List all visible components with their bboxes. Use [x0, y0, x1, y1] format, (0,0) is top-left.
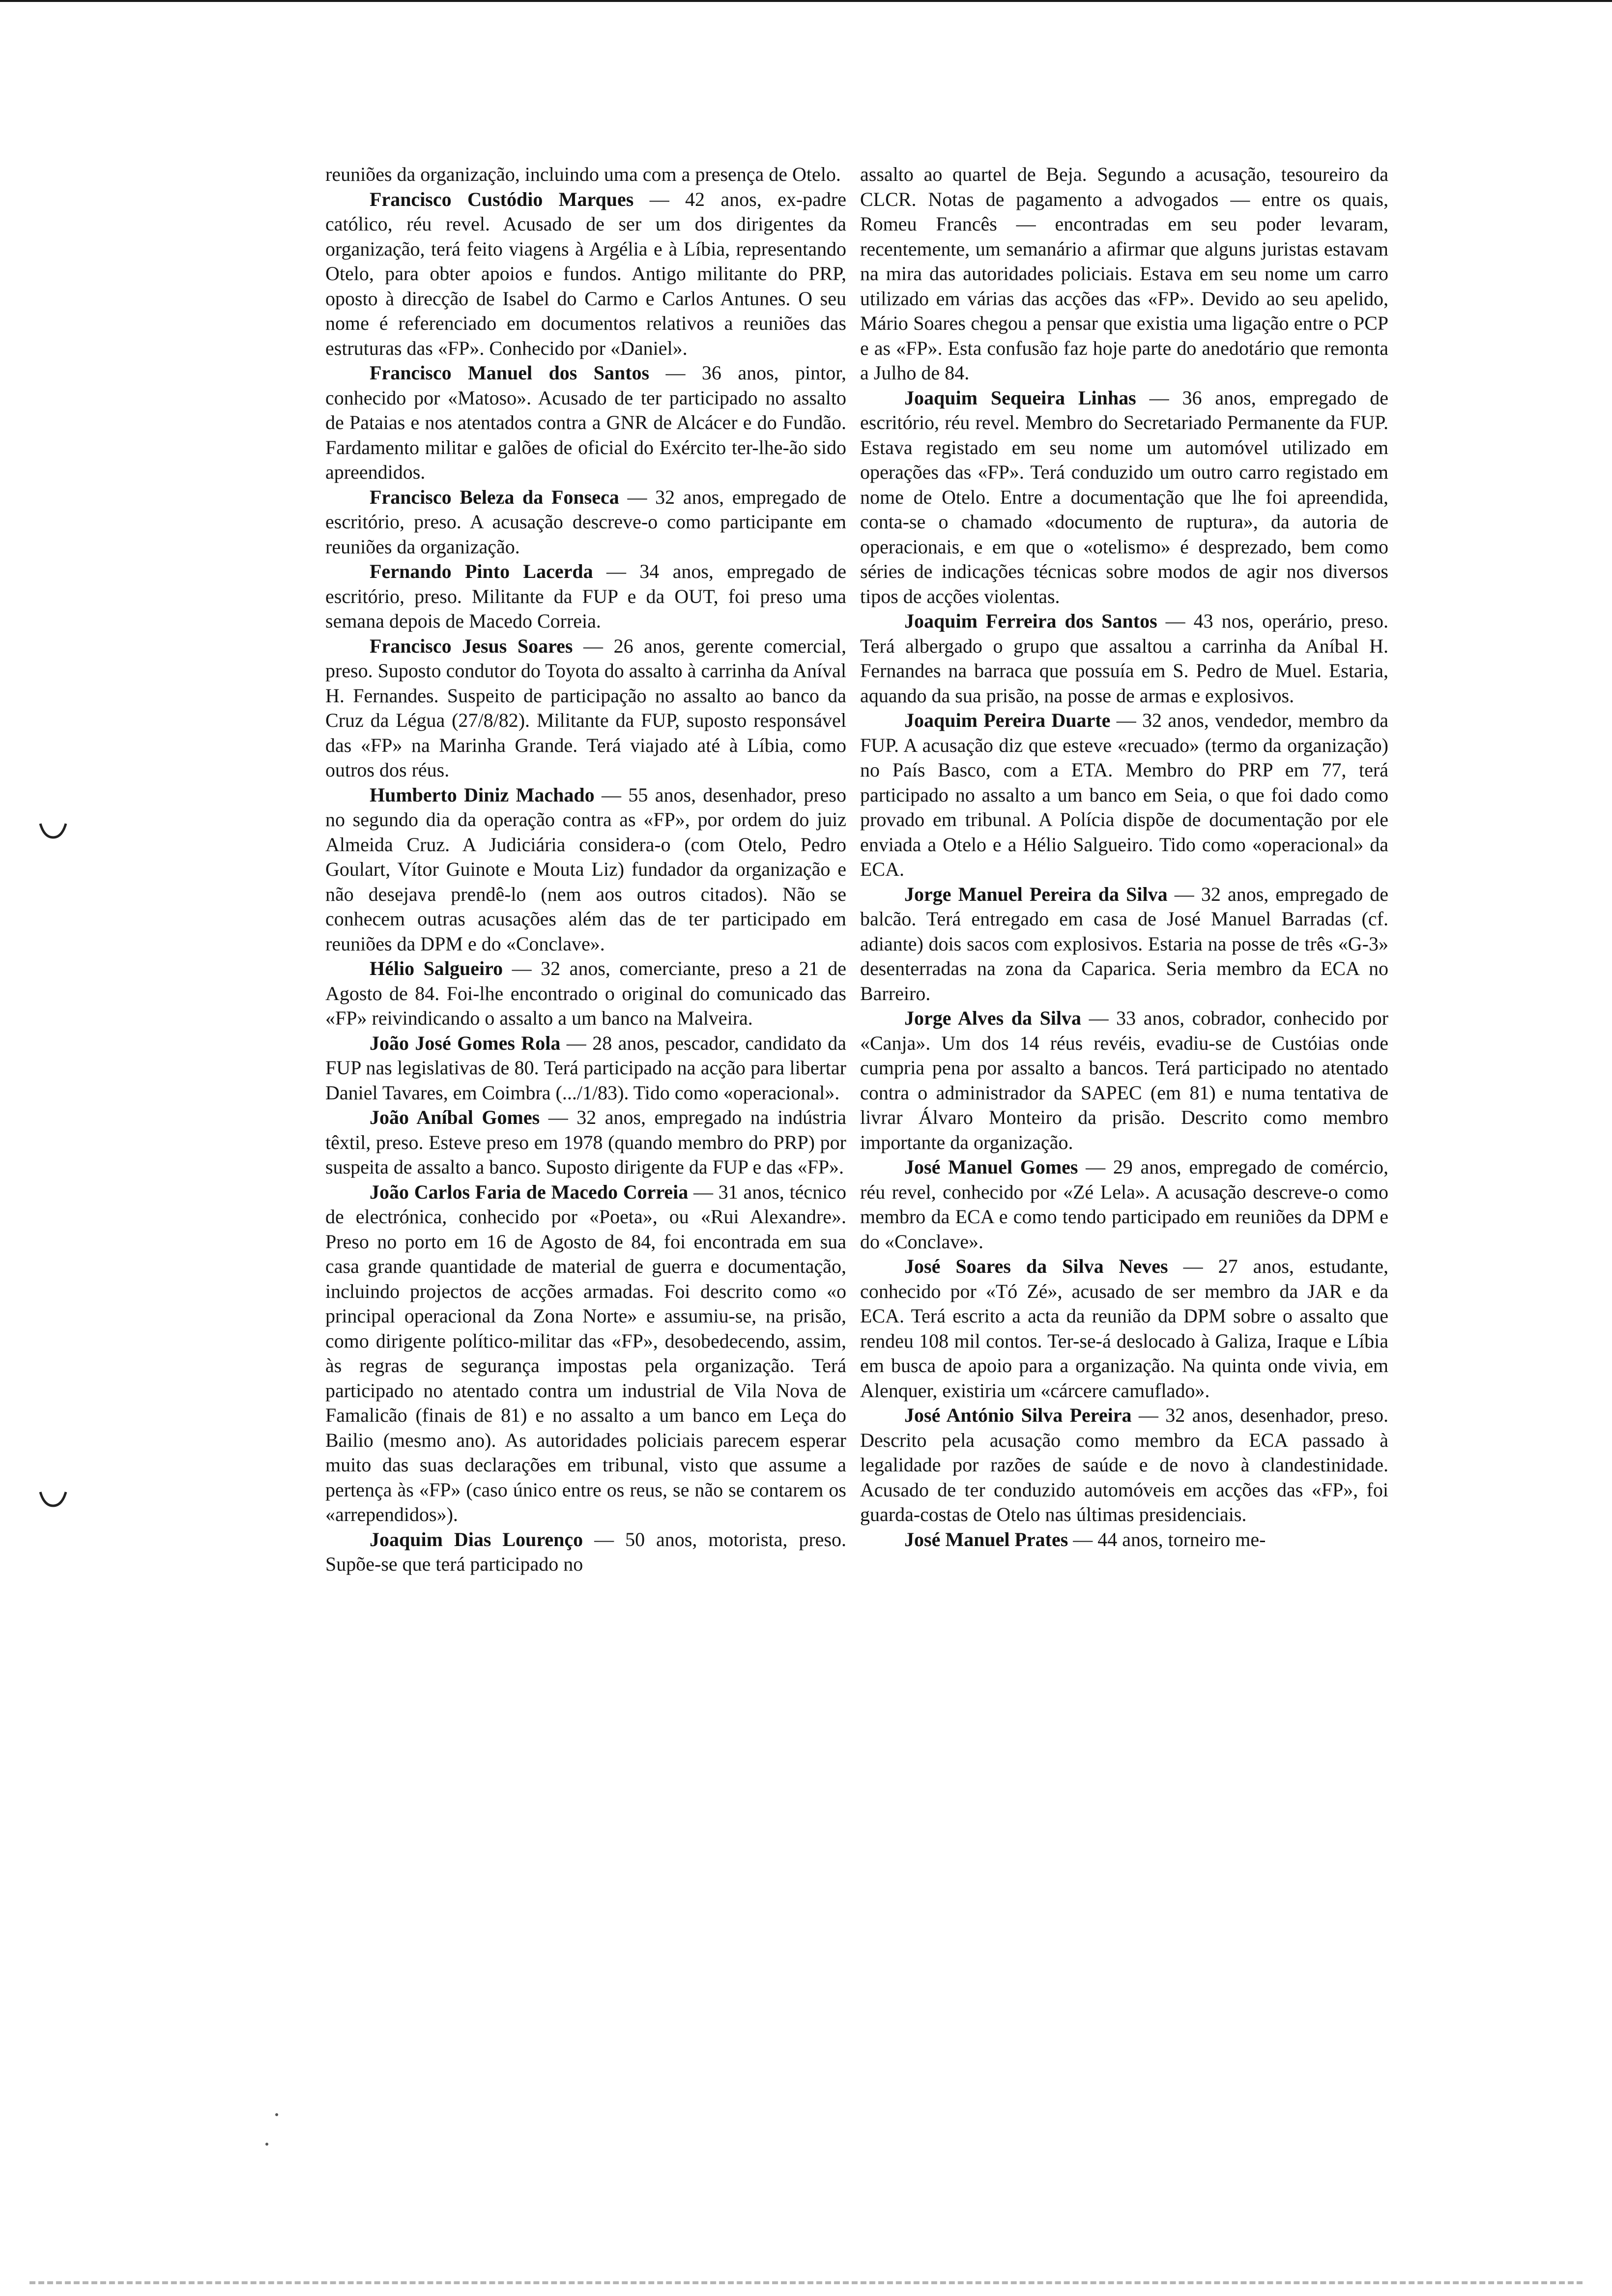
entry-name: Francisco Beleza da Fonseca — [370, 486, 619, 508]
right-text-column — [860, 162, 1388, 1552]
entry-name: Humberto Diniz Machado — [370, 783, 595, 806]
entry-text: — 32 anos, empregado de balcão. Terá entregado em casa de José Manuel Barradas (cf. adiante) dois sacos com explosivos. Estaria na posse de três «G-3» desenterradas na zona da Caparica. Seria membro da ECA no Barreiro. — [860, 883, 1388, 1004]
entry-text: — 33 anos, cobrador, conhecido por «Canja». Um dos 14 réus revéis, evadiu-se de Custóias onde cumpria pena por assalto a bancos. Terá participado no atentado contra o administrador da SAPEC (em 81) e numa tentativa de livrar Álvaro Monteiro da prisão. Descrito como membro importante da organização. — [860, 1007, 1389, 1153]
scan-speck — [275, 2113, 278, 2116]
entry-text: — 36 anos, empregado de escritório, réu revel. Membro do Secretariado Permanente da FUP. Estava registado em seu nome um automóvel utilizado em operações das «FP». Terá conduzido um outro carro registado em nome de Otelo. Entre a documentação que lhe foi apreendida, conta-se o chamado «documento de ruptura», da autoria de operacionais, e em que o «otelismo» é desprezado, bem como séries de indicações técnicas sobre modos de agir nos diversos tipos de acções violentas. — [860, 386, 1388, 607]
entry-name: Francisco Jesus Soares — [370, 634, 573, 657]
entry-paragraph — [325, 634, 846, 783]
entry-text: — 29 anos, empregado de comércio, réu revel, conhecido por «Zé Lela». A acusação descreve-o como membro da ECA e como tendo participado em reuniões da DPM e do «Conclave». — [860, 1156, 1389, 1253]
entry-name: José Soares da Silva Neves — [904, 1255, 1168, 1277]
entry-text: — 26 anos, gerente comercial, preso. Suposto condutor do Toyota do assalto à carrinha da Aníval H. Fernandes. Suspeito de participação no assalto ao banco da Cruz da Légua (27/8/82). Militante da FUP, suposto responsável das «FP» na Marinha Grande. Terá viajado até à Líbia, como outros dos réus. — [325, 634, 846, 781]
entry-paragraph — [860, 1527, 1388, 1552]
binder-hole-mark-icon — [38, 1489, 68, 1509]
entry-paragraph — [325, 485, 846, 560]
entry-paragraph — [325, 956, 846, 1031]
entry-name: Jorge Alves da Silva — [904, 1007, 1082, 1029]
entry-text: — 55 anos, desenhador, preso no segundo dia da operação contra as «FP», por ordem do juiz Almeida Cruz. A Judiciária considera-o (com Otelo, Pedro Goulart, Vítor Guinote e Mouta Liz) fundador da organização e não desejava prendê-lo (nem aos outros citados). Não se conhecem outras acusações além das de ter participado em reuniões da DPM e do «Conclave». — [325, 783, 846, 955]
entry-paragraph — [325, 559, 846, 634]
entry-paragraph — [860, 162, 1388, 386]
entry-text: — 44 anos, torneiro me- — [1068, 1528, 1266, 1550]
entry-name: José Manuel Gomes — [904, 1156, 1078, 1178]
entry-name: Joaquim Sequeira Linhas — [904, 386, 1136, 409]
entry-paragraph — [860, 882, 1388, 1006]
entry-name: Jorge Manuel Pereira da Silva — [904, 883, 1168, 905]
entry-name: José António Silva Pereira — [904, 1404, 1132, 1426]
entry-text: — 27 anos, estudante, conhecido por «Tó Zé», acusado de ser membro da JAR e da ECA. Terá escrito a acta da reunião da DPM sobre o assalto que rendeu 108 mil contos. Ter-se-á deslocado à Galiza, Iraque e Líbia em busca de apoio para a organização. Na quinta onde vivia, em Alenquer, existiria um «cárcere camuflado». — [860, 1255, 1388, 1402]
entry-name: José Manuel Prates — [904, 1528, 1068, 1550]
entry-text: — 32 anos, empregado na indústria têxtil, preso. Esteve preso em 1978 (quando membro do PRP) por suspeita de assalto a banco. Suposto dirigente da FUP e das «FP». — [325, 1106, 847, 1178]
entry-text: reuniões da organização, incluindo uma com a presença de Otelo. — [325, 163, 841, 185]
binder-hole-mark-icon — [38, 821, 68, 840]
entry-text: — 32 anos, vendedor, membro da FUP. A acusação diz que esteve «recuado» (termo da organização) no País Basco, com a ETA. Membro do PRP em 77, terá participado no assalto a um banco em Seia, o que foi dado como provado em tribunal. A Polícia dispõe de documentação por ele enviada a Otelo e a Hélio Salgueiro. Tido como «operacional» da ECA. — [860, 709, 1388, 880]
entry-paragraph — [325, 783, 846, 957]
entry-paragraph — [860, 1006, 1388, 1155]
scan-speck — [265, 2143, 268, 2146]
entry-name: João Aníbal Gomes — [370, 1106, 540, 1128]
entry-name: Joaquim Pereira Duarte — [904, 709, 1111, 731]
entry-text: — 32 anos, empregado de escritório, preso. A acusação descreve-o como participante em reuniões da organização. — [325, 486, 846, 558]
entry-paragraph — [325, 1180, 846, 1527]
entry-name: Francisco Manuel dos Santos — [370, 362, 650, 384]
entry-paragraph — [325, 361, 846, 485]
left-text-column — [325, 162, 846, 1577]
entry-text: assalto ao quartel de Beja. Segundo a acusação, tesoureiro da CLCR. Notas de pagamento a advogados — entre os quais, Romeu Francês — encontradas em seu poder levaram, recentemente, um semanário a afirmar que alguns juristas estavam na mira das autoridades policiais. Estava em seu nome um carro utilizado em várias das acções das «FP». Devido ao seu apelido, Mário Soares chegou a pensar que existia uma ligação entre o PCP e as «FP». Esta confusão faz hoje parte do anedotário que remonta a Julho de 84. — [860, 163, 1388, 384]
entry-name: Fernando Pinto Lacerda — [370, 560, 593, 582]
entry-paragraph — [860, 708, 1388, 882]
entry-paragraph — [860, 1254, 1388, 1403]
entry-text: — 32 anos, desenhador, preso. Descrito pela acusação como membro da ECA passado à legalidade por razões de saúde e de novo à clandestinidade. Acusado de ter conduzido automóveis em acções das «FP», foi guarda-costas de Otelo nas últimas presidenciais. — [860, 1404, 1388, 1525]
entry-text: — 43 nos, operário, preso. Terá albergado o grupo que assaltou a carrinha da Aníbal H. Fernandes na barraca que possuía em S. Pedro de Muel. Estaria, aquando da sua prisão, na posse de armas e explosivos. — [860, 610, 1388, 707]
scan-bottom-edge — [29, 2281, 1583, 2284]
entry-name: Hélio Salgueiro — [370, 957, 503, 979]
entry-name: João Carlos Faria de Macedo Correia — [370, 1180, 689, 1203]
entry-paragraph — [325, 187, 846, 361]
entry-text: — 50 anos, motorista, preso. Supõe-se que terá participado no — [325, 1528, 847, 1575]
entry-paragraph — [860, 386, 1388, 609]
entry-paragraph — [325, 162, 846, 187]
entry-text: — 28 anos, pescador, candidato da FUP nas legislativas de 80. Terá participado na acção para libertar Daniel Tavares, em Coimbra (.../1/83). Tido como «operacional». — [325, 1032, 847, 1104]
entry-name: Joaquim Dias Lourenço — [370, 1528, 583, 1550]
entry-paragraph — [860, 1155, 1388, 1254]
entry-text: — 31 anos, técnico de electrónica, conhecido por «Poeta», ou «Rui Alexandre». Preso no porto em 16 de Agosto de 84, foi encontrada em sua casa grande quantidade de material de guerra e documentação, incluindo projectos de acções armadas. Foi descrito como «o principal operacional da Zona Norte» e assumiu-se, na prisão, como dirigente político-militar das «FP», desobedecendo, assim, às regras de segurança impostas pela organização. Terá participado no atentado contra um industrial de Vila Nova de Famalicão (finais de 81) e no assalto a um banco em Leça do Bailio (mesmo ano). As autoridades policiais parecem esperar muito das suas declarações em tribunal, visto que assume a pertença às «FP» (caso único entre os reus, se não se contarem os «arrependidos»). — [325, 1180, 847, 1525]
entry-paragraph — [860, 609, 1388, 708]
entry-name: João José Gomes Rola — [370, 1032, 561, 1054]
entry-text: — 32 anos, comerciante, preso a 21 de Agosto de 84. Foi-lhe encontrado o original do comunicado das «FP» reivindicando o assalto a um banco na Malveira. — [325, 957, 846, 1029]
entry-text: — 42 anos, ex-padre católico, réu revel. Acusado de ser um dos dirigentes da organização, terá feito viagens à Argélia e à Líbia, representando Otelo, para obter apoios e fundos. Antigo militante do PRP, oposto à direcção de Isabel do Carmo e Carlos Antunes. O seu nome é referenciado em documentos relativos a reuniões das estruturas das «FP». Conhecido por «Daniel». — [325, 188, 846, 359]
entry-name: Joaquim Ferreira dos Santos — [904, 610, 1157, 632]
entry-text: — 36 anos, pintor, conhecido por «Matoso». Acusado de ter participado no assalto de Pataias e nos atentados contra a GNR de Alcácer e do Fundão. Fardamento militar e galões de oficial do Exército ter-lhe-ão sido apreendidos. — [325, 362, 846, 483]
entry-paragraph — [325, 1031, 846, 1106]
entry-name: Francisco Custódio Marques — [370, 188, 634, 210]
entry-paragraph — [860, 1403, 1388, 1527]
entry-paragraph — [325, 1527, 846, 1577]
entry-paragraph — [325, 1105, 846, 1180]
top-rule — [0, 0, 1612, 2]
entry-text: — 34 anos, empregado de escritório, preso. Militante da FUP e da OUT, foi preso uma semana depois de Macedo Correia. — [325, 560, 846, 632]
